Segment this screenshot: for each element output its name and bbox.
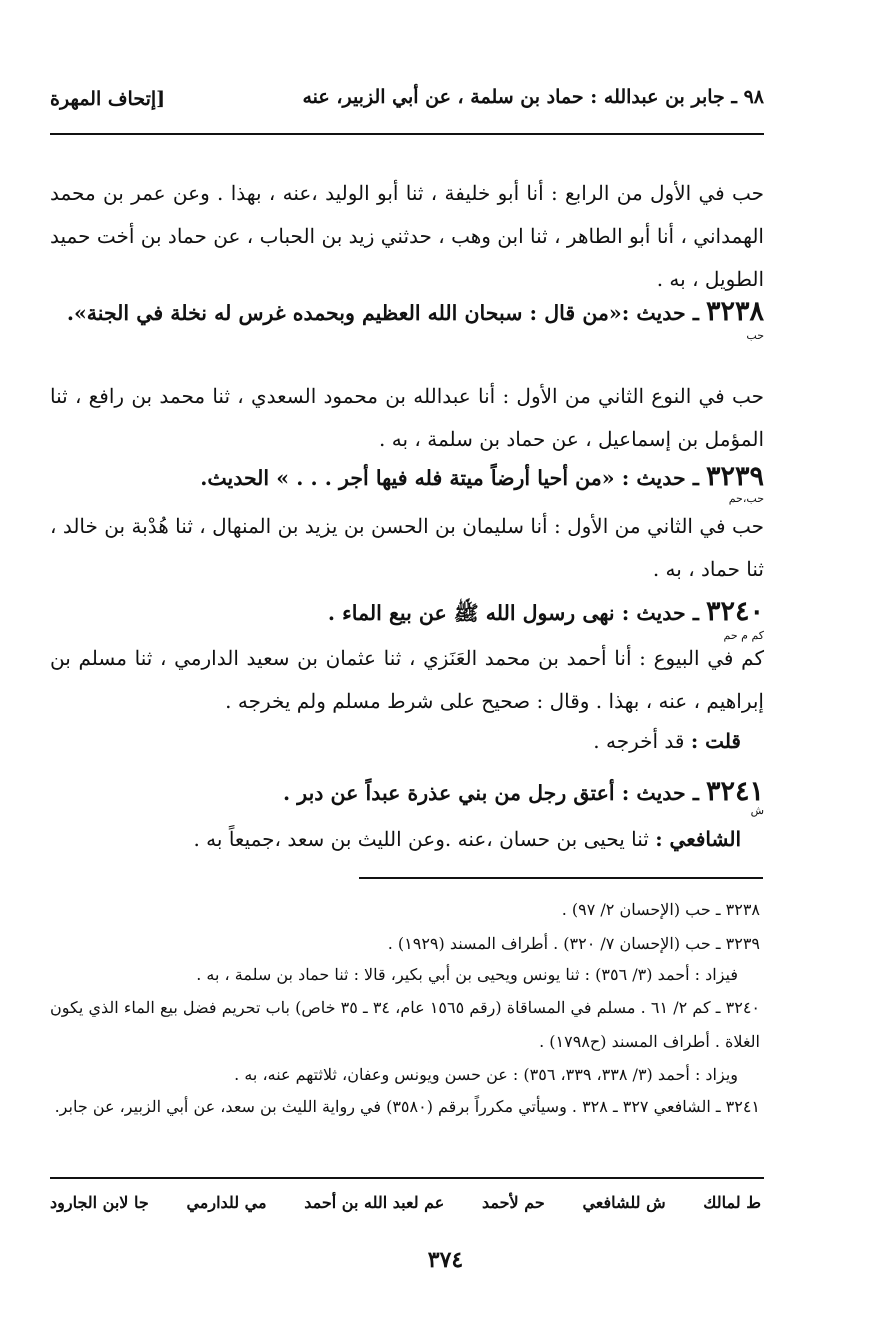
footnote: ٣٢٤٠ ـ كم ٢/ ٦١ . مسلم في المساقاة (رقم ١٥٦٥ عام، ٣٤ ـ ٣٥ خاص) باب تحريم فضل بيع الماء الذي يكون الغلاة . أطراف المسند (ح١٧٩٨) .: [50, 998, 761, 1051]
hadith-source-3241: [193, 818, 741, 861]
key-item: عم لعبد الله بن أحمد: [304, 1193, 445, 1212]
hadith-number: ٣٢٤٠: [705, 596, 764, 627]
footnote-rule: [359, 877, 763, 879]
footnote: ٣٢٣٩ ـ حب (الإحسان ٧/ ٣٢٠) . أطراف المسند (١٩٢٩) .: [387, 934, 760, 953]
key-item: ش للشافعي: [582, 1193, 666, 1212]
footnote: ٣٢٣٨ ـ حب (الإحسان ٢/ ٩٧) .: [561, 900, 760, 919]
hadith-number: ٣٢٤١: [705, 776, 764, 807]
header-rule: [50, 133, 764, 135]
running-title: ٩٨ ـ جابر بن عبدالله : حماد بن سلمة ، عن أبي الزبير، عنه: [302, 86, 764, 108]
note-text: قد أخرجه .: [593, 729, 691, 753]
hadith-text: ـ حديث : نهى رسول الله ﷺ عن بيع الماء .: [327, 601, 706, 625]
intro-paragraph: حب في الأول من الرابع : أنا أبو خليفة ، ثنا أبو الوليد ،عنه ، بهذا . وعن عمر بن محمد الهمداني ، أنا أبو الطاهر ، ثنا ابن وهب ، حدثني زيد بن الحباب ، عن حماد بن أخت حميد الطويل ، به .: [50, 181, 764, 291]
key-item: حم لأحمد: [482, 1193, 545, 1212]
hadith-title-3239: [50, 455, 764, 500]
hadith-title-3241: [50, 770, 764, 815]
source-siglum: ش: [750, 804, 764, 817]
hadith-source-3240: كم في البيوع : أنا أحمد بن محمد العَنَزي ، ثنا عثمان بن سعيد الدارمي ، ثنا مسلم بن إبراهيم ، عنه ، بهذا . وقال : صحيح على شرط مسلم ولم يخرجه .: [50, 646, 764, 713]
key-item: ط لمالك: [703, 1193, 761, 1212]
hadith-number: ٣٢٣٩: [705, 461, 764, 492]
source-siglum: حب: [746, 329, 764, 342]
hadith-text: ـ حديث :«من قال : سبحان الله العظيم وبحمده غرس له نخلة في الجنة».: [66, 301, 706, 325]
hadith-text: ـ حديث : أعتق رجل من بني عذرة عبداً عن دبر .: [283, 781, 706, 805]
book-title: [إتحاف المهرة: [50, 88, 166, 110]
footnote: فيزاد : أحمد (٣/ ٣٥٦) : ثنا يونس ويحيى بن أبي بكير، قالا : ثنا حماد بن سلمة ، به .: [196, 965, 738, 984]
editor-note: [593, 720, 741, 763]
footnote: ٣٢٤١ ـ الشافعي ٣٢٧ ـ ٣٢٨ . وسيأتي مكرراً برقم (٣٥٨٠) في رواية الليث بن سعد، عن أبي الزبير، عن جابر.: [54, 1097, 760, 1116]
key-rule: [50, 1177, 764, 1179]
source-siglum: كم م حم: [723, 629, 764, 642]
note-label: قلت :: [690, 729, 741, 753]
key-item: جا لابن الجارود: [50, 1193, 149, 1212]
hadith-source-3238: حب في النوع الثاني من الأول : أنا عبدالله بن محمود السعدي ، ثنا محمد بن رافع ، ثنا المؤمل بن إسماعيل ، عن حماد بن سلمة ، به .: [50, 384, 764, 451]
hadith-title-3238: [50, 290, 764, 335]
hadith-text: ـ حديث : «من أحيا أرضاً ميتة فله فيها أجر . . . » الحديث.: [200, 466, 706, 490]
hadith-number: ٣٢٣٨: [705, 296, 764, 327]
source-text: ثنا يحيى بن حسان ،عنه .وعن الليث بن سعد ،جميعاً به .: [193, 827, 656, 851]
hadith-title-3240: [50, 590, 764, 635]
key-item: مي للدارمي: [186, 1193, 267, 1212]
abbreviation-key: [50, 1193, 761, 1212]
page-number: ٣٧٤: [427, 1247, 464, 1273]
source-label: الشافعي :: [655, 827, 741, 851]
hadith-source-3239: حب في الثاني من الأول : أنا سليمان بن الحسن بن يزيد بن المنهال ، ثنا هُدْبة بن خالد ، ثنا حماد ، به .: [50, 514, 764, 581]
footnote: ويزاد : أحمد (٣/ ٣٣٨، ٣٣٩، ٣٥٦) : عن حسن ويونس وعفان، ثلاثتهم عنه، به .: [234, 1065, 738, 1084]
source-siglum: حب،حم: [728, 492, 764, 505]
